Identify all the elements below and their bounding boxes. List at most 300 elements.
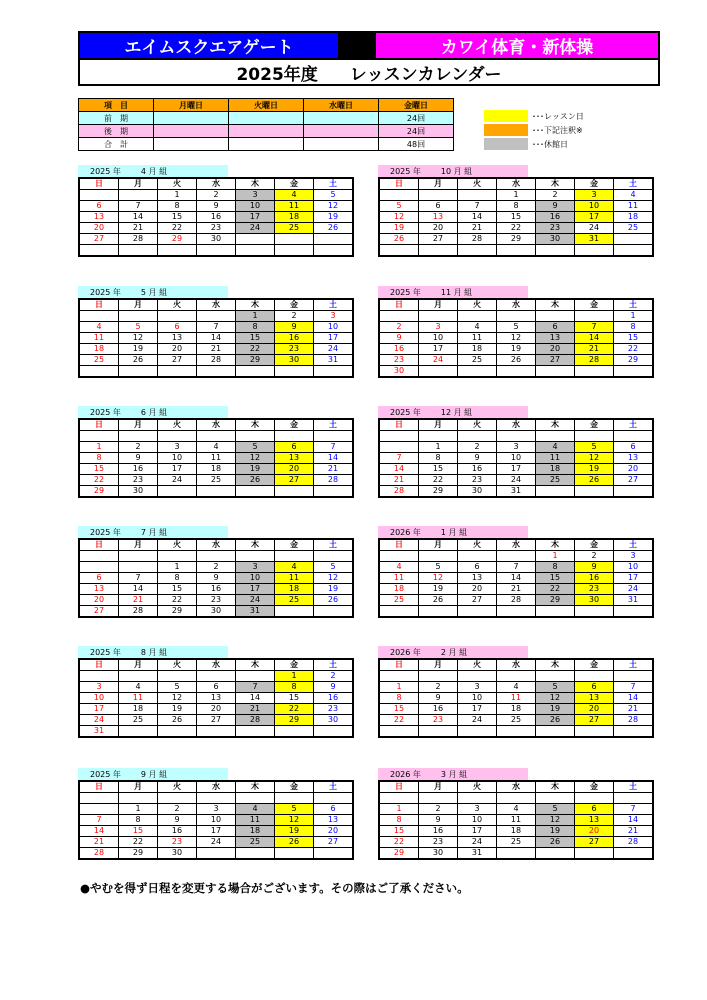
week-row [79,682,353,693]
day-cell [536,606,575,618]
week-row [79,234,353,245]
day-cell: 24 [197,837,236,848]
week-row [79,355,353,366]
day-cell: 4 [79,322,119,333]
month-year: 2025 年 [390,407,421,417]
day-cell: 21 [119,595,158,606]
day-cell: 3 [314,311,354,322]
weekday-header: 月 [119,659,158,671]
weekday-header: 金 [575,299,614,311]
day-cell [158,551,197,562]
day-cell: 29 [158,234,197,245]
day-cell: 27 [79,234,119,245]
month-label: 12 月 組 [440,407,473,417]
weekday-header: 月 [419,299,458,311]
day-cell: 26 [497,355,536,366]
day-cell: 13 [536,333,575,344]
day-cell: 20 [158,344,197,355]
day-cell: 20 [79,595,119,606]
day-cell [79,793,119,804]
weekday-header: 水 [197,419,236,431]
week-row [79,693,353,704]
month-table [78,418,354,498]
week-row [79,245,353,257]
day-cell: 1 [119,804,158,815]
week-row [79,442,353,453]
day-cell: 8 [419,453,458,464]
day-cell: 19 [575,464,614,475]
day-cell: 5 [314,190,354,201]
day-cell: 12 [379,212,419,223]
day-cell: 18 [275,212,314,223]
month-year: 2025 年 [90,647,121,657]
day-cell: 11 [197,453,236,464]
day-cell: 16 [419,704,458,715]
day-cell [419,311,458,322]
day-cell [575,671,614,682]
month-year: 2026 年 [390,647,421,657]
month-calendar [78,768,348,860]
day-cell [419,726,458,738]
week-row [379,322,653,333]
month-calendar [78,646,348,738]
day-cell [236,726,275,738]
day-cell: 18 [197,464,236,475]
day-cell [379,793,419,804]
day-cell: 28 [614,715,654,726]
day-cell: 6 [575,804,614,815]
week-row [379,234,653,245]
day-cell: 13 [575,815,614,826]
day-cell [119,726,158,738]
day-cell [419,671,458,682]
weekday-header: 日 [79,419,119,431]
day-cell: 6 [197,682,236,693]
footnote: ●やむを得ず日程を変更する場合がございます。その際はご了承ください。 [80,881,469,895]
day-cell [614,431,654,442]
week-row [79,322,353,333]
day-cell [119,366,158,378]
brand-left: エイムスクエアゲート [80,33,338,58]
month-year: 2025 年 [90,166,121,176]
day-cell [575,431,614,442]
weekday-header-row [379,178,653,190]
day-cell: 7 [79,815,119,826]
day-cell [497,671,536,682]
weekday-header: 日 [379,659,419,671]
day-cell [119,671,158,682]
month-title [378,406,528,418]
day-cell [379,431,419,442]
week-row [379,464,653,475]
day-cell: 3 [236,190,275,201]
day-cell: 20 [575,704,614,715]
day-cell [575,245,614,257]
month-year: 2025 年 [90,407,121,417]
day-cell: 20 [614,464,654,475]
day-cell: 25 [275,223,314,234]
day-cell: 13 [575,693,614,704]
day-cell: 11 [79,333,119,344]
week-row [379,190,653,201]
day-cell: 22 [497,223,536,234]
month-label: 2 月 組 [440,647,468,657]
day-cell: 17 [79,704,119,715]
day-cell: 3 [158,442,197,453]
month-title [378,286,528,298]
month-label: 9 月 組 [140,769,168,779]
day-cell: 6 [79,201,119,212]
day-cell: 4 [497,682,536,693]
weekday-header: 日 [379,539,419,551]
weekday-header: 火 [158,299,197,311]
day-cell: 20 [197,704,236,715]
day-cell: 28 [497,595,536,606]
day-cell: 15 [275,693,314,704]
day-cell: 14 [119,584,158,595]
day-cell: 2 [419,804,458,815]
month-label: 6 月 組 [140,407,168,417]
day-cell: 18 [119,704,158,715]
month-table [78,538,354,618]
day-cell [575,311,614,322]
weekday-header-row [79,539,353,551]
weekday-header: 月 [419,659,458,671]
summary-cell [154,112,229,125]
day-cell: 3 [497,442,536,453]
day-cell: 12 [536,693,575,704]
month-calendar [78,406,348,498]
weekday-header: 水 [497,178,536,190]
day-cell: 10 [458,815,497,826]
day-cell [275,726,314,738]
day-cell: 5 [536,804,575,815]
month-calendar [78,526,348,618]
day-cell: 7 [614,804,654,815]
weekday-header: 水 [197,781,236,793]
day-cell: 29 [79,486,119,498]
day-cell: 30 [197,234,236,245]
day-cell: 13 [458,573,497,584]
day-cell: 8 [275,682,314,693]
week-row [379,682,653,693]
day-cell: 27 [158,355,197,366]
day-cell: 20 [575,826,614,837]
day-cell: 4 [275,190,314,201]
week-row [79,671,353,682]
week-row [379,793,653,804]
day-cell: 12 [536,815,575,826]
weekday-header: 日 [379,178,419,190]
day-cell: 23 [575,584,614,595]
day-cell: 18 [379,584,419,595]
weekday-header: 火 [458,539,497,551]
day-cell [536,671,575,682]
day-cell: 1 [379,682,419,693]
day-cell: 30 [314,715,354,726]
day-cell [419,366,458,378]
day-cell: 23 [158,837,197,848]
weekday-header: 日 [79,178,119,190]
day-cell: 2 [419,682,458,693]
week-row [79,704,353,715]
day-cell: 16 [314,693,354,704]
legend-swatch-note [484,124,528,136]
day-cell: 18 [497,826,536,837]
day-cell: 2 [575,551,614,562]
day-cell: 1 [536,551,575,562]
week-row [379,366,653,378]
day-cell: 12 [575,453,614,464]
weekday-header: 木 [236,539,275,551]
day-cell: 23 [536,223,575,234]
day-cell [614,726,654,738]
day-cell [158,726,197,738]
day-cell: 23 [197,595,236,606]
day-cell: 4 [614,190,654,201]
day-cell: 9 [158,815,197,826]
day-cell: 28 [197,355,236,366]
weekday-header-row [379,539,653,551]
day-cell: 4 [458,322,497,333]
month-table [378,298,654,378]
summary-cell [229,112,304,125]
day-cell: 7 [614,682,654,693]
day-cell: 7 [119,201,158,212]
day-cell: 21 [497,584,536,595]
weekday-header: 木 [536,419,575,431]
day-cell: 10 [314,322,354,333]
day-cell: 15 [236,333,275,344]
day-cell: 17 [419,344,458,355]
day-cell: 12 [497,333,536,344]
legend-text: ･･･下記注釈※ [532,125,583,135]
day-cell [458,671,497,682]
day-cell: 8 [158,201,197,212]
day-cell: 19 [379,223,419,234]
month-year: 2025 年 [90,769,121,779]
weekday-header: 木 [236,659,275,671]
day-cell: 10 [497,453,536,464]
day-cell: 18 [497,704,536,715]
day-cell: 1 [379,804,419,815]
day-cell: 26 [119,355,158,366]
week-row [79,431,353,442]
day-cell: 16 [419,826,458,837]
day-cell [79,431,119,442]
week-row [79,826,353,837]
day-cell: 22 [158,595,197,606]
weekday-header: 水 [197,539,236,551]
day-cell: 22 [379,837,419,848]
week-row [79,573,353,584]
day-cell: 20 [314,826,354,837]
weekday-header: 土 [614,419,654,431]
day-cell: 24 [614,584,654,595]
day-cell [536,245,575,257]
day-cell: 12 [419,573,458,584]
day-cell: 29 [497,234,536,245]
day-cell: 5 [236,442,275,453]
header-brand-bar [78,31,660,58]
week-row [379,562,653,573]
day-cell [536,726,575,738]
day-cell: 3 [236,562,275,573]
day-cell: 12 [236,453,275,464]
day-cell [379,245,419,257]
day-cell: 10 [458,693,497,704]
month-title [78,406,228,418]
weekday-header: 金 [275,781,314,793]
summary-cell: 後 期 [79,125,154,138]
month-calendar [378,526,648,618]
day-cell: 14 [379,464,419,475]
month-calendar [378,768,648,860]
day-cell [458,606,497,618]
month-label: 4 月 組 [140,166,168,176]
month-label: 1 月 組 [440,527,468,537]
day-cell [275,234,314,245]
day-cell: 11 [497,815,536,826]
day-cell: 17 [158,464,197,475]
day-cell: 29 [158,606,197,618]
weekday-header: 木 [536,781,575,793]
day-cell: 16 [158,826,197,837]
week-row [79,212,353,223]
day-cell: 14 [614,815,654,826]
day-cell: 17 [614,573,654,584]
day-cell: 5 [119,322,158,333]
day-cell: 21 [314,464,354,475]
summary-header: 火曜日 [229,99,304,112]
page-title [78,58,660,86]
weekday-header: 水 [497,781,536,793]
day-cell [379,190,419,201]
day-cell: 25 [275,595,314,606]
weekday-header-row [379,781,653,793]
summary-cell [304,125,379,138]
day-cell: 19 [536,826,575,837]
week-row [379,311,653,322]
day-cell: 7 [197,322,236,333]
day-cell: 5 [419,562,458,573]
weekday-header: 火 [158,178,197,190]
week-row [379,212,653,223]
day-cell [79,311,119,322]
week-row [379,355,653,366]
day-cell: 26 [236,475,275,486]
weekday-header-row [379,299,653,311]
day-cell: 1 [158,190,197,201]
day-cell: 5 [575,442,614,453]
month-calendar [378,646,648,738]
day-cell: 20 [458,584,497,595]
week-row [379,551,653,562]
day-cell [236,671,275,682]
day-cell: 10 [614,562,654,573]
day-cell: 8 [236,322,275,333]
month-title [378,165,528,177]
day-cell [458,311,497,322]
day-cell: 19 [275,826,314,837]
day-cell: 19 [158,704,197,715]
day-cell [458,190,497,201]
day-cell [119,551,158,562]
brand-divider [338,33,376,58]
week-row [79,848,353,860]
month-year: 2025 年 [90,287,121,297]
day-cell [314,793,354,804]
day-cell: 27 [275,475,314,486]
weekday-header: 月 [119,781,158,793]
day-cell: 25 [119,715,158,726]
day-cell [419,190,458,201]
weekday-header: 水 [497,299,536,311]
day-cell: 14 [119,212,158,223]
month-table [378,177,654,257]
day-cell: 6 [419,201,458,212]
day-cell [236,245,275,257]
summary-cell [229,125,304,138]
month-table [78,298,354,378]
day-cell: 11 [379,573,419,584]
month-title [78,526,228,538]
day-cell: 5 [275,804,314,815]
weekday-header: 日 [79,781,119,793]
weekday-header-row [79,178,353,190]
month-calendar [378,406,648,498]
week-row [79,333,353,344]
day-cell: 31 [458,848,497,860]
week-row [379,715,653,726]
day-cell [314,245,354,257]
day-cell: 24 [236,223,275,234]
day-cell: 21 [197,344,236,355]
day-cell: 10 [79,693,119,704]
day-cell [536,848,575,860]
week-row [79,595,353,606]
day-cell [158,431,197,442]
day-cell: 28 [236,715,275,726]
day-cell: 19 [536,704,575,715]
day-cell: 8 [614,322,654,333]
day-cell [379,671,419,682]
month-table [378,418,654,498]
day-cell: 30 [575,595,614,606]
day-cell: 11 [536,453,575,464]
day-cell: 22 [158,223,197,234]
weekday-header: 火 [158,781,197,793]
day-cell: 23 [379,355,419,366]
day-cell: 15 [379,826,419,837]
day-cell [79,671,119,682]
week-row [379,726,653,738]
month-table [378,538,654,618]
day-cell [119,431,158,442]
week-row [79,223,353,234]
day-cell: 29 [275,715,314,726]
day-cell: 27 [79,606,119,618]
day-cell: 29 [379,848,419,860]
day-cell: 5 [536,682,575,693]
day-cell: 6 [79,573,119,584]
weekday-header: 木 [536,659,575,671]
day-cell: 8 [379,815,419,826]
weekday-header: 土 [314,299,354,311]
day-cell [197,311,236,322]
day-cell: 31 [614,595,654,606]
week-row [79,715,353,726]
